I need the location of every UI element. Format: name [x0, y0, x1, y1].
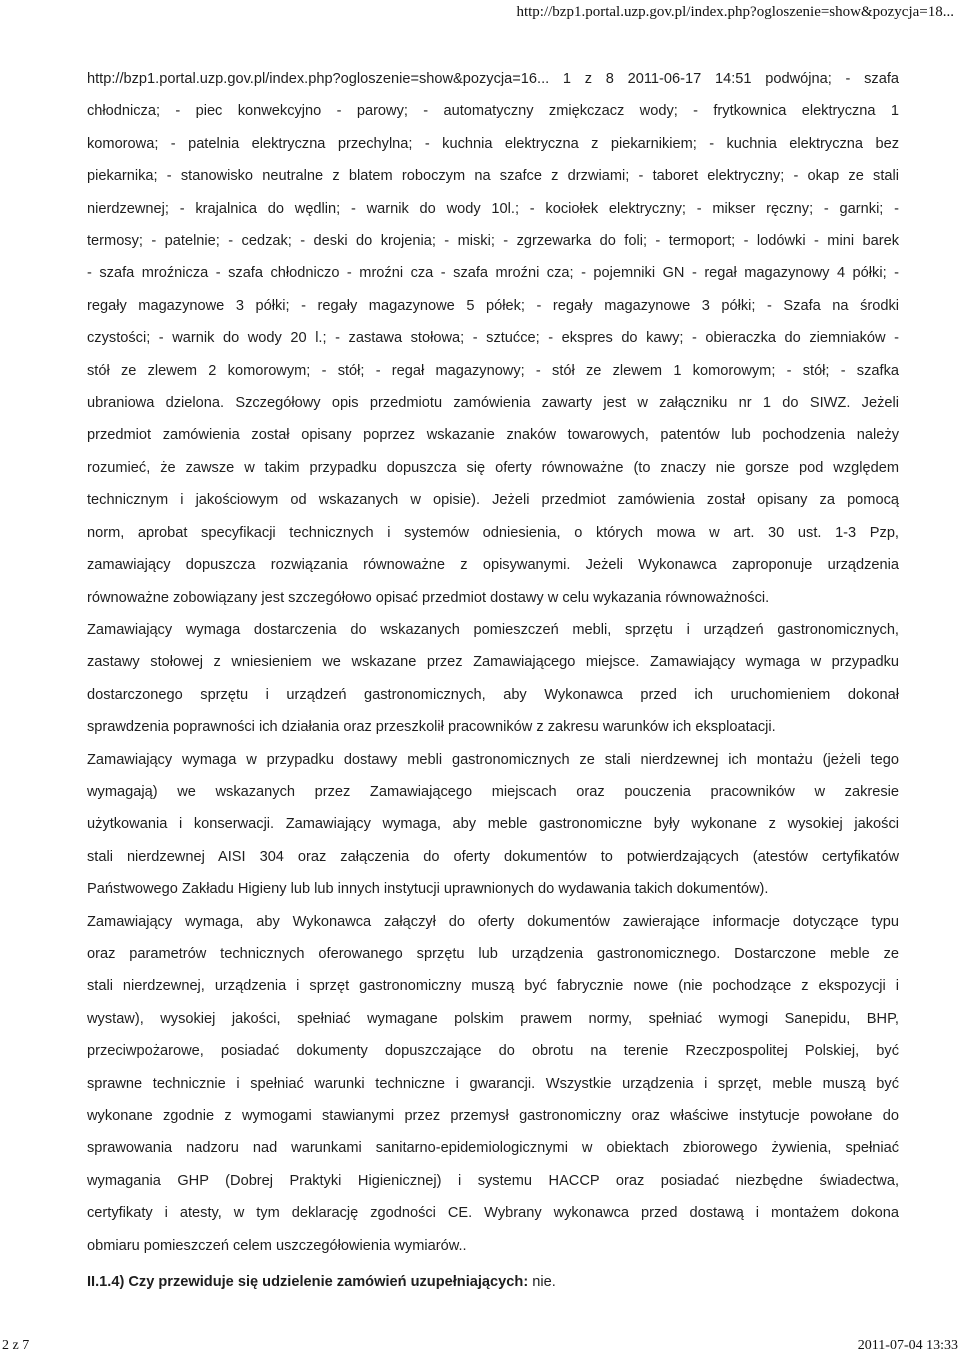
text-line-36: certyfikaty i atesty, w tym deklarację zgodności CE. Wybrany wykonawca przed dostawą i montażem dokona — [87, 1205, 899, 1222]
text-line-21: sprawdzenia poprawności ich działania oraz przeszkolił pracowników z zakresu warunków ich eksploatacji. — [87, 719, 776, 736]
text-line-30: wystaw), wysokiej jakości, spełniać wymagane polskim prawem normy, spełniać wymogi Sanepidu, BHP, — [87, 1010, 899, 1027]
text-line-29: stali nierdzewnej, urządzenia i sprzęt gastronomiczny muszą być fabrycznie nowe (nie pochodzące z ekspozycji i — [87, 978, 899, 995]
text-line-8: regały magazynowe 3 półki; - regały magazynowe 5 półek; - regały magazynowe 3 półki; - Szafa na środki — [87, 297, 899, 314]
text-line-34: sprawowania nadzoru nad warunkami sanitarno-epidemiologicznymi w obiektach zbiorowego żywienia, spełniać — [87, 1140, 899, 1157]
text-line-20: dostarczonego sprzętu i urządzeń gastronomicznych, aby Wykonawca przed ich uruchomieniem dokonał — [87, 686, 899, 703]
text-line-13: rozumieć, że zawsze w takim przypadku dopuszcza się oferty równoważne (to znaczy nie gorsze pod względem — [87, 459, 899, 476]
text-line-37: obmiaru pomieszczeń celem uszczegółowienia wymiarów.. — [87, 1237, 467, 1254]
text-line-33: wykonane zgodnie z wymogami stawianymi przez przemysł gastronomiczny oraz właściwe instytucje powołane do — [87, 1108, 899, 1124]
text-line-10: stół ze zlewem 2 komorowym; - stół; - regał magazynowy; - stół ze zlewem 1 komorowym; - stół; - szafka — [87, 362, 899, 379]
page-footer — [0, 1338, 960, 1356]
text-line-32: sprawne technicznie i spełniać warunki techniczne i gwarancji. Wszystkie urządzenia i sprzęt, meble muszą być — [87, 1075, 899, 1092]
text-line-28: oraz parametrów technicznych oferowanego sprzętu lub urządzenia gastronomicznego. Dostarczone meble ze — [87, 945, 899, 962]
text-line-5: nierdzewnej; - krajalnica do wędlin; - warnik do wody 10l.; - kociołek elektryczny; - mikser ręczny; - garnki; - — [87, 200, 899, 217]
header-url: http://bzp1.portal.uzp.gov.pl/index.php?ogloszenie=show&pozycja=18... — [516, 4, 954, 20]
text-line-27: Zamawiający wymaga, aby Wykonawca załączył do oferty dokumentów zawierające informacje dotyczące typu — [87, 913, 899, 930]
text-line-15: norm, aprobat specyfikacji technicznych i systemów odniesienia, o których mowa w art. 30 ust. 1-3 Pzp, — [87, 524, 899, 541]
text-line-7: - szafa mroźnicza - szafa chłodniczo - mroźni cza - szafa mroźni cza; - pojemniki GN - regał magazynowy 4 półki; - — [87, 265, 899, 282]
text-line-35: wymagania GHP (Dobrej Praktyki Higienicznej) i systemu HACCP oraz posiadać niezbędne świadectwa, — [87, 1172, 899, 1189]
text-line-6: termosy; - patelnie; - cedzak; - deski do krojenia; - miski; - zgrzewarka do foli; - termoport; - lodówki - mini barek — [87, 233, 899, 250]
section-ii-1-4 — [87, 1266, 899, 1298]
text-line-26: Państwowego Zakładu Higieny lub lub innych instytucji uprawnionych do wydawania takich dokumentów). — [87, 881, 769, 898]
section-answer: nie. — [528, 1274, 556, 1291]
text-line-16: zamawiający dopuszcza rozwiązania równoważne z opisywanymi. Jeżeli Wykonawca zaproponuje urządzenia — [87, 557, 899, 574]
text-line-9: czystości; - warnik do wody 20 l.; - zastawa stołowa; - sztućce; - ekspres do kawy; - obieraczka do ziemniaków - — [87, 330, 899, 347]
text-line-14: technicznym i jakościowym od wskazanych w opisie). Jeżeli przedmiot zamówienia został opisany za pomocą — [87, 492, 899, 509]
text-line-31: przeciwpożarowe, posiadać dokumenty dopuszczające do obrotu na terenie Rzeczpospolitej Polskiej, być — [87, 1043, 899, 1060]
text-line-11: ubraniowa dzielona. Szczegółowy opis przedmiotu zamówienia zawarty jest w załączniku nr 1 do SIWZ. Jeżeli — [87, 395, 899, 412]
text-line-17: równoważne zobowiązany jest szczegółowo opisać przedmiot dostawy w celu wykazania równoważności. — [87, 589, 770, 606]
text-line-1: http://bzp1.portal.uzp.gov.pl/index.php?ogloszenie=show&pozycja=16... 1 z 8 2011-06-17 14:51 podwójna; - szafa — [87, 71, 899, 87]
text-line-4: piekarnika; - stanowisko neutralne z blatem roboczym na szafce z drzwiami; - taboret elektryczny; - okap ze stali — [87, 168, 899, 185]
text-line-12: przedmiot zamówienia został opisany poprzez wskazanie znaków towarowych, patentów lub pochodzenia należy — [87, 427, 899, 444]
print-datetime: 2011-07-04 13:33 — [857, 1338, 958, 1353]
text-line-22: Zamawiający wymaga w przypadku dostawy mebli gastronomicznych ze stali nierdzewnej ich montażu (jeżeli tego — [87, 751, 899, 768]
text-line-23: wymagają) we wskazanych przez Zamawiającego miejscach oraz pouczenia pracowników w zakresie — [87, 783, 899, 800]
section-question: II.1.4) Czy przewiduje się udzielenie zamówień uzupełniających: — [87, 1274, 529, 1291]
text-line-19: zastawy stołowej z wniesieniem we wskazane przez Zamawiającego miejsce. Zamawiający wymaga w przypadku — [87, 654, 899, 671]
text-line-2: chłodnicza; - piec konwekcyjno - parowy; - automatyczny zmiękczacz wody; - frytkownica elektryczna 1 — [87, 103, 899, 120]
text-line-25: stali nierdzewnej AISI 304 oraz załączenia do oferty dokumentów to potwierdzających (atestów certyfikatów — [87, 848, 899, 865]
page-number: 2 z 7 — [2, 1338, 30, 1353]
text-line-3: komorowa; - patelnia elektryczna przechylna; - kuchnia elektryczna z piekarnikiem; - kuchnia elektryczna bez — [87, 135, 899, 152]
text-line-24: użytkowania i konserwacji. Zamawiający wymaga, aby meble gastronomiczne były wykonane z wysokiej jakości — [87, 816, 899, 833]
text-line-18: Zamawiający wymaga dostarczenia do wskazanych pomieszczeń mebli, sprzętu i urządzeń gastronomicznych, — [87, 621, 899, 638]
document-body — [87, 63, 899, 1298]
